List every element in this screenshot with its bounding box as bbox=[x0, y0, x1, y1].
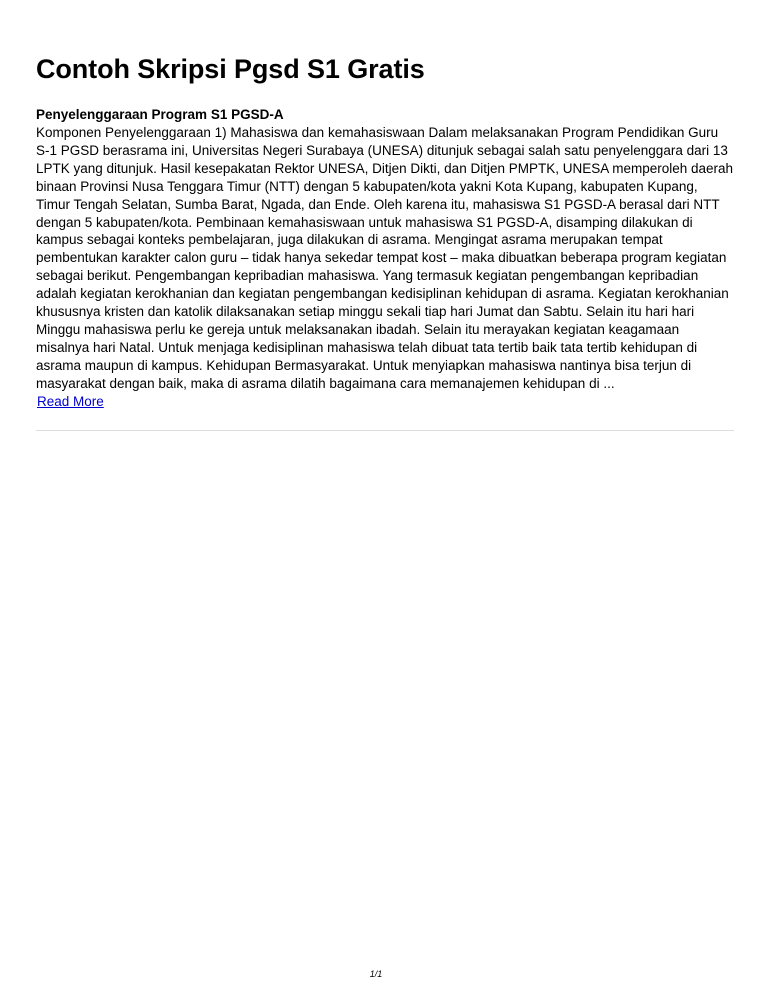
article-body: Komponen Penyelenggaraan 1) Mahasiswa dan kemahasiswaan Dalam melaksanakan Program Pendidikan Guru S-1 PGSD berasrama ini, Universitas Negeri Surabaya (UNESA) ditunjuk sebagai salah satu penyelenggara dari 13 LPTK yang ditunjuk. Hasil kesepakatan Rektor UNESA, Ditjen Dikti, dan Ditjen PMPTK, UNESA memperoleh daerah binaan Provinsi Nusa Tenggara Timur (NTT) dengan 5 kabupaten/kota yakni Kota Kupang, kabupaten Kupang, Timur Tengah Selatan, Sumba Barat, Ngada, dan Ende. Oleh karena itu, mahasiswa S1 PGSD-A berasal dari NTT dengan 5 kabupaten/kota. Pembinaan kemahasiswaan untuk mahasiswa S1 PGSD-A, disamping dilakukan di kampus sebagai konteks pembelajaran, juga dilakukan di asrama. Mengingat asrama merupakan tempat pembentukan karakter calon guru – tidak hanya sekedar tempat kost – maka dibuatkan beberapa program kegiatan sebagai berikut. Pengembangan kepribadian mahasiswa. Yang termasuk kegiatan pengembangan kepribadian adalah kegiatan kerokhanian dan kegiatan pengembangan kedisiplinan kehidupan di asrama. Kegiatan kerokhanian khususnya kristen dan katolik dilaksanakan setiap minggu sekali tiap hari Jumat dan Sabtu. Selain itu hari hari Minggu mahasiswa perlu ke gereja untuk melaksanakan ibadah. Selain itu merayakan kegiatan keagamaan misalnya hari Natal. Untuk menjaga kedisiplinan mahasiswa telah dibuat tata tertib baik tata tertib kehidupan di asrama maupun di kampus. Kehidupan Bermasyarakat. Untuk menyiapkan mahasiswa nantinya bisa terjun di masyarakat dengan baik, maka di asrama dilatih bagaimana cara memanajemen kehidupan di ... bbox=[36, 125, 734, 391]
divider bbox=[36, 430, 734, 431]
page-title: Contoh Skripsi Pgsd S1 Gratis bbox=[36, 54, 425, 84]
article bbox=[36, 106, 734, 411]
article-heading: Penyelenggaraan Program S1 PGSD-A bbox=[36, 107, 284, 122]
read-more-link[interactable]: Read More bbox=[37, 393, 104, 409]
page-number: 1/1 bbox=[369, 969, 383, 979]
